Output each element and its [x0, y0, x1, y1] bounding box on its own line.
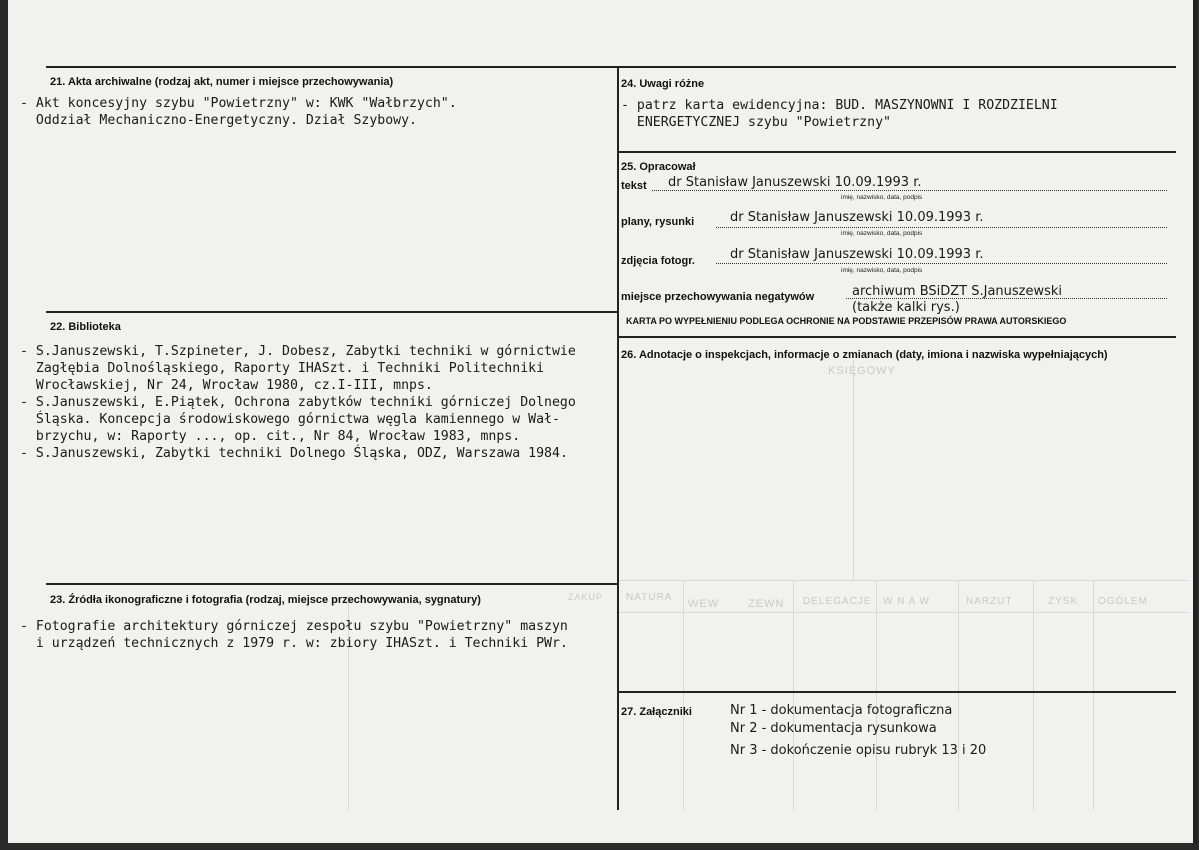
bleed-text: ZAKUP [568, 592, 604, 602]
section-22-line: - S.Januszewski, Zabytki techniki Dolnego Śląska, ODZ, Warszawa 1984. [20, 446, 568, 461]
section-22-line: Wrocławskiej, Nr 24, Wrocław 1980, cz.I-III, mnps. [20, 378, 433, 393]
bleed-text: DELEGACJE [803, 596, 872, 607]
tekst-label: tekst [621, 180, 647, 192]
bleed-grid-line [793, 580, 794, 810]
section-24-heading: 24. Uwagi różne [621, 78, 705, 90]
section-26-heading: 26. Adnotacje o inspekcjach, informacje o zmianach (daty, imiona i nazwiska wypełniających) [621, 349, 1108, 361]
bleed-text: W N A W [883, 596, 930, 607]
tekst-value: dr Stanisław Januszewski 10.09.1993 r. [668, 175, 922, 190]
bleed-grid-line [618, 580, 1188, 581]
miejsce-value-1: archiwum BSiDZT S.Januszewski [852, 284, 1063, 299]
section-27-line: Nr 1 - dokumentacja fotograficzna [730, 703, 953, 718]
section-23-heading: 23. Źródła ikonograficzne i fotografia (rodzaj, miejsce przechowywania, sygnatury) [50, 594, 481, 606]
section-22-line: Śląska. Koncepcja środowiskowego górnictwa węgla kamiennego w Wał- [20, 412, 560, 427]
bleed-grid-line [958, 580, 959, 810]
section-24-line: ENERGETYCZNEJ szybu "Powietrzny" [621, 115, 891, 130]
bleed-grid-line [876, 580, 877, 810]
section-27-line: Nr 2 - dokumentacja rysunkowa [730, 721, 937, 736]
bleed-grid-line [853, 360, 854, 580]
zdjecia-label: zdjęcia fotogr. [621, 255, 695, 267]
section-22-line: - S.Januszewski, E.Piątek, Ochrona zabytków techniki górniczej Dolnego [20, 395, 576, 410]
bleed-text: OGÓLEM [1098, 596, 1148, 607]
section-22-line: brzychu, w: Raporty ..., op. cit., Nr 84, Wrocław 1983, mnps. [20, 429, 521, 444]
miejsce-value-2: (także kalki rys.) [852, 300, 960, 315]
section-divider [618, 336, 1176, 338]
bleed-grid-line [1033, 580, 1034, 810]
section-27-line: Nr 3 - dokończenie opisu rubryk 13 i 20 [730, 743, 987, 758]
bleed-text: ZEWN [748, 598, 785, 610]
section-22-heading: 22. Biblioteka [50, 321, 121, 333]
column-divider [617, 66, 619, 810]
section-23-line: i urządzeń technicznych z 1979 r. w: zbiory IHASzt. i Techniki PWr. [20, 636, 568, 651]
bleed-grid-line [618, 612, 1188, 613]
bleed-grid-line [683, 580, 684, 810]
section-24-line: - patrz karta ewidencyjna: BUD. MASZYNOWNI I ROZDZIELNI [621, 98, 1058, 113]
section-25-heading: 25. Opracował [621, 161, 696, 173]
bleed-text: ZYSK [1048, 596, 1079, 607]
document-card [8, 0, 1197, 843]
section-divider [618, 691, 1176, 693]
plany-field-line [716, 227, 1167, 228]
bleed-grid-line [1093, 580, 1094, 810]
section-divider [46, 66, 1176, 68]
zdjecia-value: dr Stanisław Januszewski 10.09.1993 r. [730, 247, 984, 262]
section-22-line: Zagłębia Dolnośląskiego, Raporty IHASzt. i Techniki Politechniki [20, 361, 545, 376]
section-22-line: - S.Januszewski, T.Szpineter, J. Dobesz, Zabytki techniki w górnictwie [20, 344, 576, 359]
miejsce-label: miejsce przechowywania negatywów [621, 291, 815, 303]
section-23-line: - Fotografie architektury górniczej zespołu szybu "Powietrzny" maszyn [20, 619, 568, 634]
zdjecia-hint: imię, nazwisko, data, podpis [841, 267, 923, 274]
bleed-text: NATURA [626, 592, 673, 603]
copyright-notice: KARTA PO WYPEŁNIENIU PODLEGA OCHRONIE NA PODSTAWIE PRZEPISÓW PRAWA AUTORSKIEGO [626, 316, 1067, 326]
plany-value: dr Stanisław Januszewski 10.09.1993 r. [730, 210, 984, 225]
section-divider [46, 583, 617, 585]
tekst-hint: imię, nazwisko, data, podpis [841, 194, 923, 201]
bleed-text: KSIĘGOWY [828, 365, 896, 377]
section-21-heading: 21. Akta archiwalne (rodzaj akt, numer i miejsce przechowywania) [50, 76, 394, 88]
plany-hint: imię, nazwisko, data, podpis [841, 230, 923, 237]
bleed-text: NARZUT [966, 596, 1013, 607]
section-21-line: - Akt koncesyjny szybu "Powietrzny" w: KWK "Wałbrzych". [20, 96, 457, 111]
plany-label: plany, rysunki [621, 216, 695, 228]
section-21-line: Oddział Mechaniczno-Energetyczny. Dział Szybowy. [20, 113, 417, 128]
section-divider [618, 151, 1176, 153]
section-27-heading: 27. Załączniki [621, 706, 692, 718]
bleed-text: WEW [688, 598, 720, 610]
section-divider [46, 311, 617, 313]
